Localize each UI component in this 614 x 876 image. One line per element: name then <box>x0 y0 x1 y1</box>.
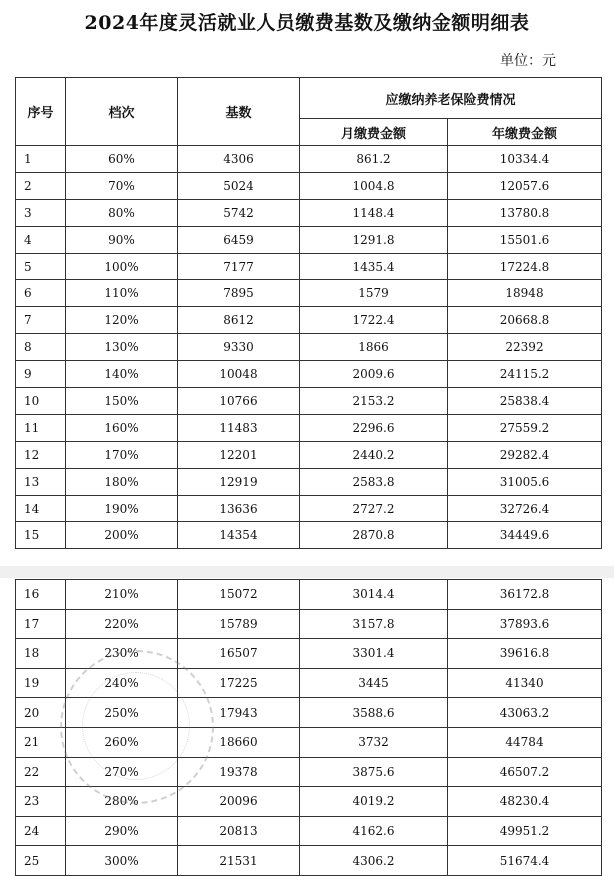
cell-monthly: 3875.6 <box>300 757 448 787</box>
page-break <box>0 566 614 578</box>
cell-index: 5 <box>16 253 66 280</box>
cell-annual: 22392 <box>448 334 602 361</box>
table-row <box>16 388 602 415</box>
cell-level: 160% <box>66 414 178 441</box>
cell-annual: 13780.8 <box>448 199 602 226</box>
cell-level: 210% <box>66 580 178 610</box>
cell-index: 18 <box>16 639 66 669</box>
header-index: 序号 <box>16 78 66 146</box>
cell-monthly: 2153.2 <box>300 388 448 415</box>
cell-level: 280% <box>66 787 178 817</box>
cell-annual: 41340 <box>448 668 602 698</box>
cell-index: 16 <box>16 580 66 610</box>
cell-level: 290% <box>66 816 178 846</box>
cell-monthly: 1579 <box>300 280 448 307</box>
cell-level: 110% <box>66 280 178 307</box>
cell-index: 12 <box>16 441 66 468</box>
cell-index: 11 <box>16 414 66 441</box>
contribution-table-bottom <box>15 579 602 876</box>
cell-monthly: 4019.2 <box>300 787 448 817</box>
table-row <box>16 280 602 307</box>
table-body-top <box>16 146 602 549</box>
cell-level: 90% <box>66 226 178 253</box>
cell-base: 4306 <box>178 146 300 173</box>
cell-index: 9 <box>16 361 66 388</box>
cell-index: 25 <box>16 846 66 876</box>
cell-monthly: 3301.4 <box>300 639 448 669</box>
cell-monthly: 3445 <box>300 668 448 698</box>
cell-annual: 24115.2 <box>448 361 602 388</box>
cell-base: 10048 <box>178 361 300 388</box>
cell-base: 20096 <box>178 787 300 817</box>
cell-base: 14354 <box>178 522 300 549</box>
document-title: 2024年度灵活就业人员缴费基数及缴纳金额明细表 <box>84 12 530 34</box>
cell-index: 13 <box>16 468 66 495</box>
table-row <box>16 414 602 441</box>
table-row <box>16 226 602 253</box>
cell-base: 18660 <box>178 727 300 757</box>
cell-base: 17225 <box>178 668 300 698</box>
cell-base: 15072 <box>178 580 300 610</box>
cell-annual: 25838.4 <box>448 388 602 415</box>
cell-annual: 27559.2 <box>448 414 602 441</box>
cell-level: 260% <box>66 727 178 757</box>
table-row <box>16 334 602 361</box>
cell-monthly: 2727.2 <box>300 495 448 522</box>
cell-monthly: 4162.6 <box>300 816 448 846</box>
cell-index: 24 <box>16 816 66 846</box>
cell-base: 15789 <box>178 609 300 639</box>
table-row <box>16 757 602 787</box>
header-monthly: 月缴费金额 <box>300 119 448 146</box>
cell-base: 20813 <box>178 816 300 846</box>
table-row <box>16 580 602 610</box>
contribution-table-top <box>15 77 602 549</box>
cell-annual: 20668.8 <box>448 307 602 334</box>
cell-index: 3 <box>16 199 66 226</box>
cell-base: 5024 <box>178 172 300 199</box>
cell-level: 180% <box>66 468 178 495</box>
unit-label: 单位：元 <box>500 53 556 69</box>
cell-monthly: 1866 <box>300 334 448 361</box>
cell-level: 200% <box>66 522 178 549</box>
cell-base: 16507 <box>178 639 300 669</box>
table-row <box>16 307 602 334</box>
table-row <box>16 727 602 757</box>
cell-index: 21 <box>16 727 66 757</box>
table-row <box>16 609 602 639</box>
table-row <box>16 441 602 468</box>
cell-monthly: 2870.8 <box>300 522 448 549</box>
cell-base: 13636 <box>178 495 300 522</box>
header-level: 档次 <box>66 78 178 146</box>
cell-annual: 15501.6 <box>448 226 602 253</box>
header-annual: 年缴费金额 <box>448 119 602 146</box>
cell-base: 7895 <box>178 280 300 307</box>
cell-base: 12201 <box>178 441 300 468</box>
cell-monthly: 1004.8 <box>300 172 448 199</box>
cell-monthly: 3588.6 <box>300 698 448 728</box>
cell-annual: 34449.6 <box>448 522 602 549</box>
cell-monthly: 2583.8 <box>300 468 448 495</box>
cell-level: 270% <box>66 757 178 787</box>
cell-index: 23 <box>16 787 66 817</box>
cell-index: 8 <box>16 334 66 361</box>
cell-index: 6 <box>16 280 66 307</box>
cell-monthly: 2009.6 <box>300 361 448 388</box>
cell-base: 9330 <box>178 334 300 361</box>
cell-annual: 49951.2 <box>448 816 602 846</box>
cell-monthly: 3157.8 <box>300 609 448 639</box>
cell-monthly: 4306.2 <box>300 846 448 876</box>
cell-annual: 44784 <box>448 727 602 757</box>
cell-level: 230% <box>66 639 178 669</box>
cell-index: 2 <box>16 172 66 199</box>
table-row <box>16 495 602 522</box>
cell-annual: 48230.4 <box>448 787 602 817</box>
table-row <box>16 468 602 495</box>
cell-base: 6459 <box>178 226 300 253</box>
cell-annual: 12057.6 <box>448 172 602 199</box>
cell-base: 12919 <box>178 468 300 495</box>
cell-annual: 43063.2 <box>448 698 602 728</box>
cell-level: 250% <box>66 698 178 728</box>
cell-base: 19378 <box>178 757 300 787</box>
cell-monthly: 3732 <box>300 727 448 757</box>
cell-monthly: 1148.4 <box>300 199 448 226</box>
cell-base: 5742 <box>178 199 300 226</box>
cell-base: 17943 <box>178 698 300 728</box>
table-row <box>16 172 602 199</box>
cell-annual: 46507.2 <box>448 757 602 787</box>
cell-level: 150% <box>66 388 178 415</box>
cell-index: 4 <box>16 226 66 253</box>
table-row <box>16 253 602 280</box>
cell-level: 80% <box>66 199 178 226</box>
cell-base: 10766 <box>178 388 300 415</box>
cell-level: 220% <box>66 609 178 639</box>
cell-base: 21531 <box>178 846 300 876</box>
cell-base: 11483 <box>178 414 300 441</box>
cell-level: 130% <box>66 334 178 361</box>
cell-index: 10 <box>16 388 66 415</box>
cell-annual: 36172.8 <box>448 580 602 610</box>
cell-level: 240% <box>66 668 178 698</box>
cell-level: 170% <box>66 441 178 468</box>
cell-monthly: 2440.2 <box>300 441 448 468</box>
cell-level: 60% <box>66 146 178 173</box>
table-row <box>16 787 602 817</box>
cell-level: 300% <box>66 846 178 876</box>
cell-index: 14 <box>16 495 66 522</box>
table-row <box>16 846 602 876</box>
table-row <box>16 199 602 226</box>
cell-monthly: 2296.6 <box>300 414 448 441</box>
cell-annual: 37893.6 <box>448 609 602 639</box>
cell-index: 7 <box>16 307 66 334</box>
cell-level: 120% <box>66 307 178 334</box>
cell-annual: 17224.8 <box>448 253 602 280</box>
table-row <box>16 639 602 669</box>
table-row <box>16 668 602 698</box>
cell-index: 15 <box>16 522 66 549</box>
cell-annual: 39616.8 <box>448 639 602 669</box>
cell-annual: 29282.4 <box>448 441 602 468</box>
cell-monthly: 3014.4 <box>300 580 448 610</box>
cell-level: 140% <box>66 361 178 388</box>
cell-annual: 18948 <box>448 280 602 307</box>
cell-monthly: 1435.4 <box>300 253 448 280</box>
header-group: 应缴纳养老保险费情况 <box>300 78 602 119</box>
cell-index: 22 <box>16 757 66 787</box>
cell-level: 190% <box>66 495 178 522</box>
header-base: 基数 <box>178 78 300 146</box>
cell-annual: 10334.4 <box>448 146 602 173</box>
cell-index: 20 <box>16 698 66 728</box>
cell-monthly: 861.2 <box>300 146 448 173</box>
cell-level: 100% <box>66 253 178 280</box>
table-row <box>16 361 602 388</box>
table-body-bottom <box>16 580 602 876</box>
cell-monthly: 1291.8 <box>300 226 448 253</box>
cell-annual: 31005.6 <box>448 468 602 495</box>
table-row <box>16 146 602 173</box>
cell-level: 70% <box>66 172 178 199</box>
cell-index: 17 <box>16 609 66 639</box>
cell-monthly: 1722.4 <box>300 307 448 334</box>
cell-base: 7177 <box>178 253 300 280</box>
table-row <box>16 522 602 549</box>
cell-index: 19 <box>16 668 66 698</box>
table-row <box>16 698 602 728</box>
cell-index: 1 <box>16 146 66 173</box>
cell-base: 8612 <box>178 307 300 334</box>
table-row <box>16 816 602 846</box>
cell-annual: 32726.4 <box>448 495 602 522</box>
cell-annual: 51674.4 <box>448 846 602 876</box>
